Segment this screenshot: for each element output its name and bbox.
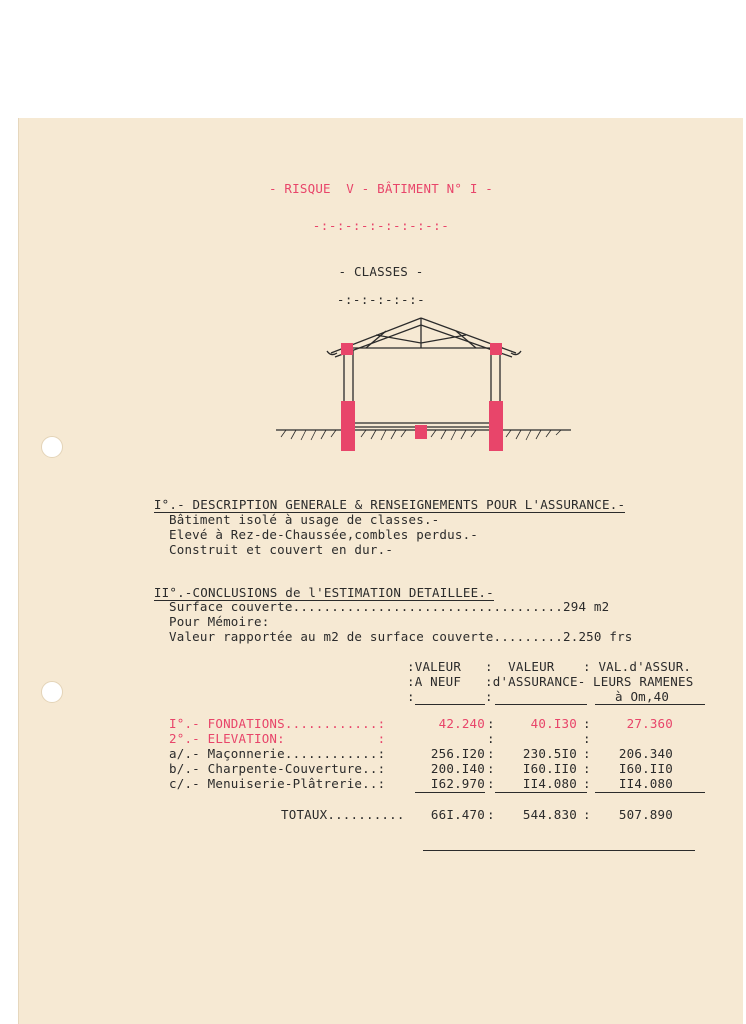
closing-rule bbox=[423, 850, 695, 851]
column-header-separator: : bbox=[407, 689, 415, 704]
table-cell: 27.360 bbox=[626, 716, 673, 731]
header-rule bbox=[595, 704, 705, 705]
table-cell: 230.5I0 bbox=[522, 746, 577, 761]
header-rule bbox=[415, 704, 485, 705]
column-separator: : bbox=[487, 761, 495, 776]
column-header-new-value: :VALEUR bbox=[407, 659, 462, 674]
punch-hole bbox=[41, 436, 63, 458]
subtotal-rule bbox=[495, 792, 587, 793]
column-header-insured-value: : VALEUR bbox=[485, 659, 555, 674]
column-header-reduced-value: à Om,40 bbox=[615, 689, 670, 704]
column-separator: : bbox=[487, 746, 495, 761]
table-row-label: a/.- Maçonnerie............: bbox=[169, 746, 386, 761]
column-header-separator: : bbox=[485, 689, 493, 704]
subtotal-rule bbox=[415, 792, 485, 793]
column-separator: : bbox=[583, 716, 591, 731]
column-separator: : bbox=[583, 746, 591, 761]
description-line: Bâtiment isolé à usage de classes.- bbox=[169, 512, 440, 527]
memo-line: Pour Mémoire: bbox=[169, 614, 270, 629]
column-separator: : bbox=[583, 807, 591, 822]
table-cell: II4.080 bbox=[618, 776, 673, 791]
subtotal-rule bbox=[595, 792, 705, 793]
description-line: Construit et couvert en dur.- bbox=[169, 542, 394, 557]
totals-cell: 66I.470 bbox=[430, 807, 485, 822]
column-separator: : bbox=[487, 716, 495, 731]
page-subtitle: - CLASSES - bbox=[338, 264, 424, 279]
surface-line: Surface couverte...................................294 m2 bbox=[169, 599, 610, 614]
table-cell: 200.I40 bbox=[430, 761, 485, 776]
column-header-reduced-value: LEURS RAMENES bbox=[593, 674, 694, 689]
building-cross-section-drawing bbox=[271, 313, 581, 458]
punch-hole bbox=[41, 681, 63, 703]
table-cell: I60.II0 bbox=[618, 761, 673, 776]
paper-sheet bbox=[18, 118, 743, 1024]
table-cell: II4.080 bbox=[522, 776, 577, 791]
table-cell: I60.II0 bbox=[522, 761, 577, 776]
column-header-new-value: :A NEUF bbox=[407, 674, 462, 689]
table-cell: 42.240 bbox=[438, 716, 485, 731]
table-cell: 256.I20 bbox=[430, 746, 485, 761]
description-line: Elevé à Rez-de-Chaussée,combles perdus.- bbox=[169, 527, 479, 542]
totals-cell: 507.890 bbox=[618, 807, 673, 822]
totals-cell: 544.830 bbox=[522, 807, 577, 822]
table-cell: 206.340 bbox=[618, 746, 673, 761]
table-row-label: c/.- Menuiserie-Plâtrerie..: bbox=[169, 776, 386, 791]
column-separator: : bbox=[487, 807, 495, 822]
column-separator: : bbox=[583, 761, 591, 776]
table-row-label: I°.- FONDATIONS............: bbox=[169, 716, 386, 731]
column-separator: : bbox=[487, 731, 495, 746]
value-per-m2-line: Valeur rapportée au m2 de surface couverte.........2.250 frs bbox=[169, 629, 633, 644]
table-cell: 40.I30 bbox=[530, 716, 577, 731]
totals-label: TOTAUX.......... bbox=[281, 807, 405, 822]
column-header-reduced-value: : VAL.d'ASSUR. bbox=[583, 659, 692, 674]
section-one-heading-text: I°.- DESCRIPTION GENERALE & RENSEIGNEMENTS POUR L'ASSURANCE.- bbox=[153, 497, 626, 512]
column-separator: : bbox=[583, 776, 591, 791]
column-header-insured-value: :d'ASSURANCE- bbox=[485, 674, 586, 689]
column-separator: : bbox=[583, 731, 591, 746]
header-rule bbox=[495, 704, 587, 705]
section-two-heading-text: II°.-CONCLUSIONS de l'ESTIMATION DETAILLEE.- bbox=[153, 585, 494, 600]
page-title: - RISQUE V - BÂTIMENT N° I - bbox=[268, 181, 494, 196]
table-cell: I62.970 bbox=[430, 776, 485, 791]
table-row-label: 2°.- ELEVATION: : bbox=[169, 731, 386, 746]
title-separator: -:-:-:-:-:-:-:-:- bbox=[312, 218, 450, 233]
subtitle-separator: -:-:-:-:-:- bbox=[336, 292, 426, 307]
column-separator: : bbox=[487, 776, 495, 791]
table-row-label: b/.- Charpente-Couverture..: bbox=[169, 761, 386, 776]
